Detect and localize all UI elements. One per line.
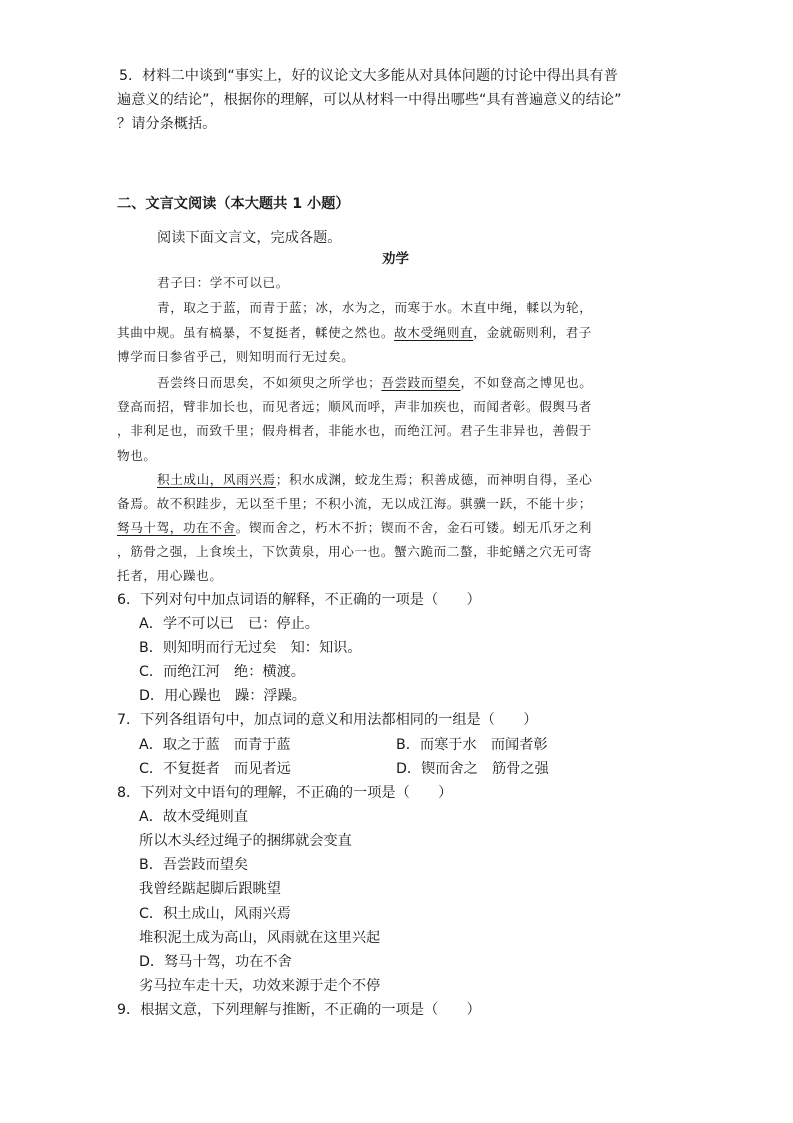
passage-text: 吾尝终日而思矣，不如须臾之所学也；: [157, 375, 382, 390]
passage-para-3-line-4: 物也。: [117, 448, 157, 463]
q5-line-3: ？请分条概括。: [117, 116, 217, 132]
passage-text: ，不如登高之博见也。: [460, 375, 593, 390]
q8-option-c: C．积土成山，风雨兴焉: [139, 906, 291, 922]
passage-para-1: 君子曰：学不可以已。: [157, 275, 289, 290]
passage-text: ，金就砺则利，君子: [473, 325, 592, 340]
underlined-sentence: 积土成山，风雨兴焉: [157, 472, 276, 487]
passage-para-2-line-2: [117, 323, 592, 343]
q8-option-a: A．故木受绳则直: [139, 809, 249, 825]
q7-stem: 7．下列各组语句中，加点词的意义和用法都相同的一组是（ ）: [117, 712, 538, 728]
passage-para-2-line-3: 博学而日参省乎己，则知明而行无过矣。: [117, 349, 355, 364]
passage-para-2-line-1: 青，取之于蓝，而青于蓝；冰，水为之，而寒于水。木直中绳，輮以为轮，: [157, 300, 593, 315]
q8-option-d-translation: 劣马拉车走十天，功效来源于走个不停: [139, 978, 381, 994]
q8-option-b: B．吾尝跂而望矣: [139, 857, 249, 873]
section-heading: 二、文言文阅读（本大题共 1 小题）: [117, 196, 350, 212]
q7-option-a: A．取之于蓝 而青于蓝: [139, 737, 291, 753]
q6-option-b: B．则知明而行无过矣 知：知识。: [139, 640, 362, 656]
passage-para-3-line-3: ，非利足也，而致千里；假舟楫者，非能水也，而绝江河。君子生非异也，善假于: [117, 423, 592, 438]
passage-para-4-line-1: [157, 470, 592, 490]
passage-text: 。锲而舍之，朽木不折；锲而不舍，金石可镂。蚓无爪牙之利: [235, 520, 592, 535]
underlined-sentence: 吾尝跂而望矣: [381, 375, 461, 390]
passage-para-4-line-4: ，筋骨之强，上食埃土，下饮黄泉，用心一也。蟹六跪而二螯，非蛇鳝之穴无可寄: [117, 544, 592, 559]
passage-para-4-line-5: 托者，用心躁也。: [117, 568, 223, 583]
q7-option-c: C．不复挺者 而见者远: [139, 761, 291, 777]
passage-title: 劝学: [382, 251, 409, 267]
q9-stem: 9．根据文意，下列理解与推断，不正确的一项是（ ）: [117, 1002, 481, 1018]
q8-option-c-translation: 堆积泥土成为高山，风雨就在这里兴起: [139, 930, 381, 946]
q8-stem: 8．下列对文中语句的理解，不正确的一项是（ ）: [117, 785, 453, 801]
q5-line-2: 遍意义的结论”，根据你的理解，可以从材料一中得出哪些“具有普遍意义的结论”: [117, 92, 622, 108]
q6-option-c: C．而绝江河 绝：横渡。: [139, 664, 305, 680]
q7-option-b: B．而寒于水 而闻者彰: [396, 737, 548, 753]
q7-option-d: D．锲而舍之 筋骨之强: [396, 761, 549, 777]
section-intro: 阅读下面文言文，完成各题。: [157, 230, 342, 246]
passage-para-4-line-3: [117, 518, 592, 538]
q6-option-a: A．学不可以已 已：停止。: [139, 616, 319, 632]
passage-para-3-line-1: [157, 373, 592, 393]
q8-option-d: D．驽马十驾，功在不舍: [139, 954, 292, 970]
passage-text: ；积水成渊，蛟龙生焉；积善成德，而神明自得，圣心: [275, 472, 593, 487]
passage-text: 其曲中规。虽有槁暴，不复挺者，輮使之然也。: [117, 325, 395, 340]
q8-option-b-translation: 我曾经踮起脚后跟眺望: [139, 881, 281, 897]
underlined-sentence: 驽马十驾，功在不舍: [117, 520, 236, 535]
q8-option-a-translation: 所以木头经过绳子的捆绑就会变直: [139, 833, 352, 849]
passage-para-3-line-2: 登高而招，臂非加长也，而见者远；顺风而呼，声非加疾也，而闻者彰。假舆马者: [117, 399, 592, 414]
q6-stem: 6．下列对句中加点词语的解释，不正确的一项是（ ）: [117, 592, 481, 608]
q5-line-1: 5．材料二中谈到“事实上，好的议论文大多能从对具体问题的讨论中得出具有普: [119, 68, 618, 84]
q6-option-d: D．用心躁也 躁：浮躁。: [139, 688, 306, 704]
underlined-sentence: 故木受绳则直: [394, 325, 474, 340]
passage-para-4-line-2: 备焉。故不积跬步，无以至千里；不积小流，无以成江海。骐骥一跃，不能十步；: [117, 496, 592, 511]
